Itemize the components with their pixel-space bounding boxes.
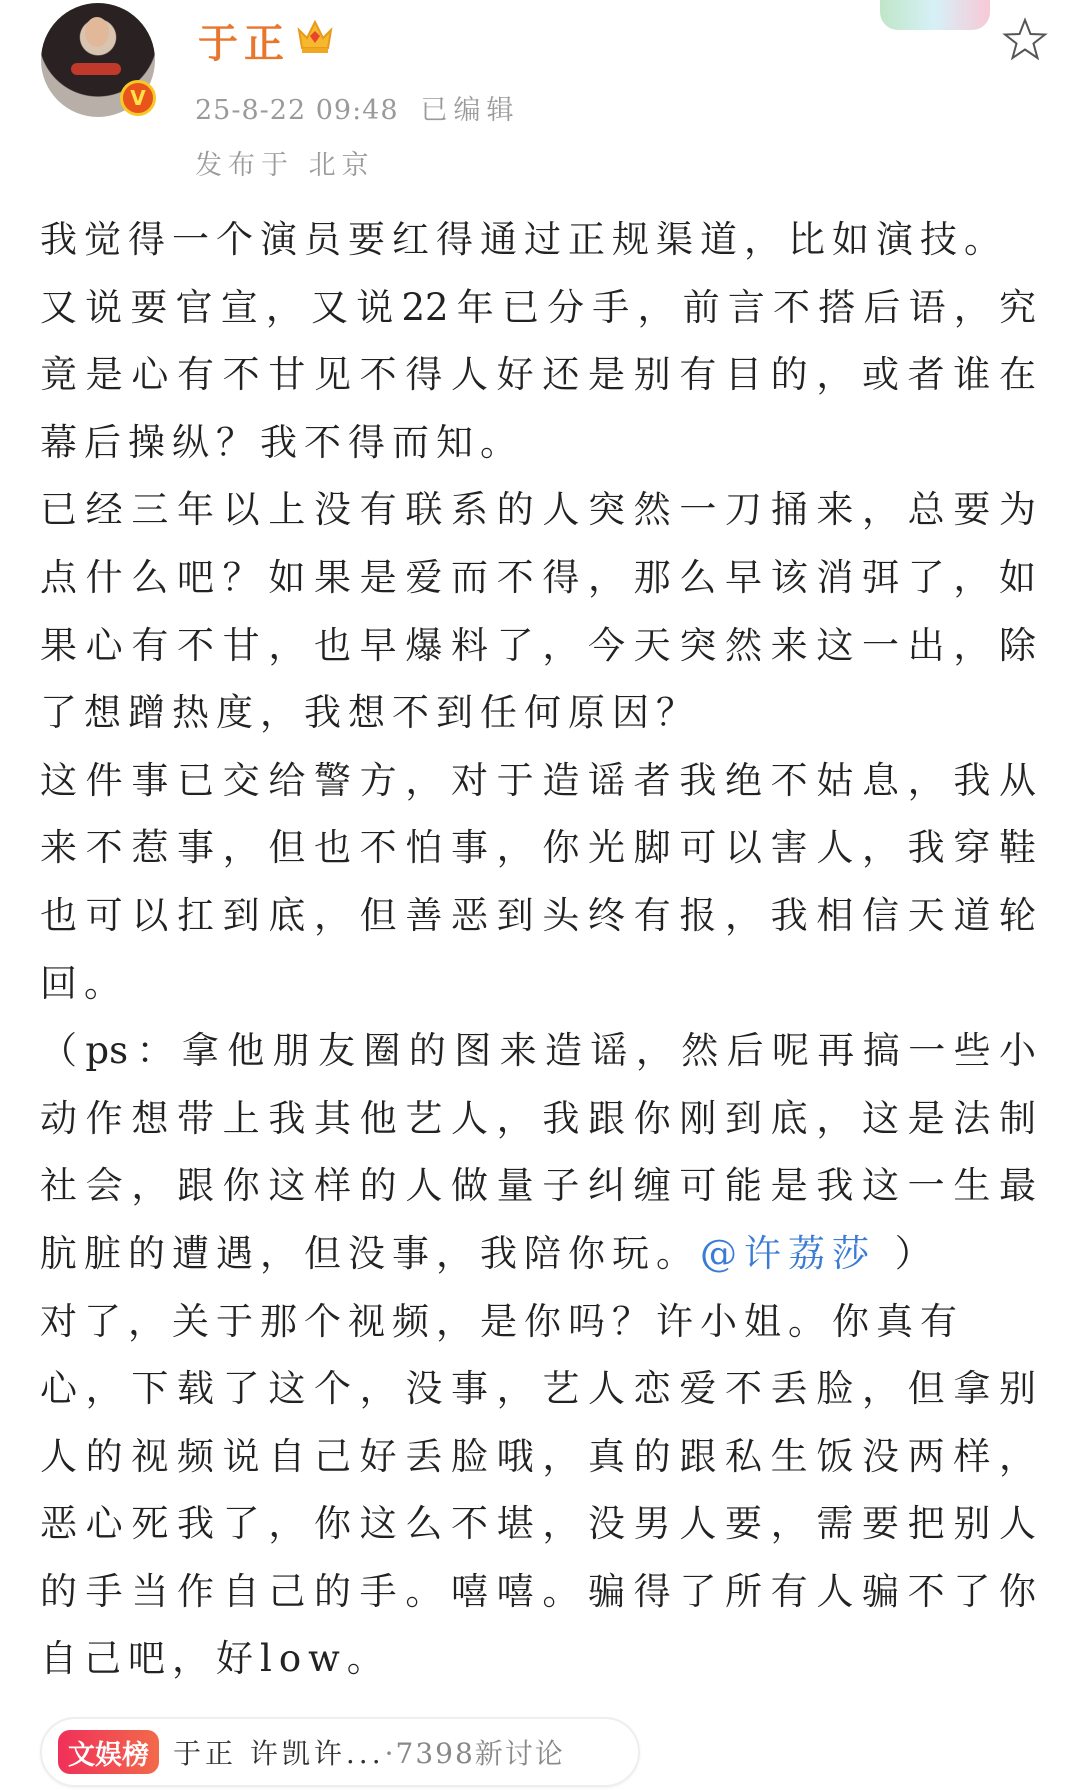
post-line [40, 347, 1036, 415]
star-icon[interactable] [1001, 16, 1049, 64]
timestamp: 25-8-22 09:48 [195, 95, 399, 126]
post-line [40, 212, 1036, 280]
post-line-text: 了想蹭热度，我想不到任何原因？ [40, 691, 700, 735]
post-line [40, 888, 1036, 956]
post-line-text: 幕后操纵？我不得而知。 [40, 420, 524, 464]
post-line [40, 550, 1036, 618]
post-line [40, 956, 1036, 1024]
post-line-text: 对了，关于那个视频，是你吗？许小姐。你真有 [40, 1299, 964, 1343]
post-line-text: 也可以扛到底，但善恶到头终有报，我相信天道轮 [40, 893, 1036, 937]
post-line-text: 已经三年以上没有联系的人突然一刀捅来，总要为 [40, 488, 1036, 532]
post-line-text: 的手当作自己的手。嘻嘻。骗得了所有人骗不了你 [40, 1569, 1036, 1613]
post-line [40, 1631, 1036, 1699]
post-line-text: 果心有不甘，也早爆料了，今天突然来这一出，除 [40, 623, 1036, 667]
post-line [40, 1158, 1036, 1226]
post-line-text: 回。 [40, 961, 128, 1005]
post-line [40, 280, 1036, 348]
post-line-text: 自己吧，好low。 [40, 1637, 391, 1681]
post-line [40, 482, 1036, 550]
post-line [40, 1226, 1036, 1294]
post-line [40, 618, 1036, 686]
post-meta [195, 88, 520, 127]
post-line [40, 753, 1036, 821]
post-line [40, 415, 1036, 483]
hot-topic-title: 于正 许凯许... [173, 1737, 385, 1770]
post-line-text: 又说要官宣，又说22年已分手，前言不搭后语，究 [40, 285, 1036, 329]
post-line [40, 1294, 1036, 1362]
edited-label: 已编辑 [420, 95, 520, 126]
post-line [40, 1496, 1036, 1564]
post-line-text: 来不惹事，但也不怕事，你光脚可以害人，我穿鞋 [40, 826, 1036, 870]
hot-topic-pill[interactable] [40, 1717, 640, 1787]
post-line [40, 1429, 1036, 1497]
post-line-text: 心，下载了这个，没事，艺人恋爱不丢脸，但拿别 [40, 1367, 1036, 1411]
post-line-text: 恶心死我了，你这么不堪，没男人要，需要把别人 [40, 1502, 1036, 1546]
sticker-decoration [880, 0, 990, 30]
mention-link[interactable]: @许荔莎 [700, 1231, 876, 1275]
post-line-text: 竟是心有不甘见不得人好还是别有目的，或者谁在 [40, 353, 1036, 397]
crown-icon [295, 16, 335, 56]
post-body [40, 212, 1036, 1699]
verified-badge-icon: V [120, 80, 156, 116]
post-line-text: 人的视频说自己好丢脸哦，真的跟私生饭没两样， [40, 1434, 1036, 1478]
hot-list-tag: 文娱榜 [58, 1730, 159, 1774]
post-line-text: 点什么吧？如果是爱而不得，那么早该消弭了，如 [40, 555, 1036, 599]
post-line-text: 我觉得一个演员要红得通过正规渠道，比如演技。 [40, 218, 1008, 261]
post-line-text: 社会，跟你这样的人做量子纠缠可能是我这一生最 [40, 1164, 1036, 1208]
post-line [40, 685, 1036, 753]
post-line-text: 这件事已交给警方，对于造谣者我绝不姑息，我从 [40, 758, 1036, 802]
discussion-count: ·7398新讨论 [384, 1737, 565, 1770]
post-line-text: （ps：拿他朋友圈的图来造谣，然后呢再搞一些小 [40, 1029, 1036, 1073]
author-name[interactable]: 于正 [198, 20, 290, 67]
mention-suffix: ） [876, 1231, 939, 1275]
post-line-text: 动作想带上我其他艺人，我跟你刚到底，这是法制 [40, 1096, 1036, 1140]
location: 发布于 北京 [195, 150, 375, 181]
post-line [40, 820, 1036, 888]
post-line-text: 肮脏的遭遇，但没事，我陪你玩。 [40, 1231, 700, 1275]
post-line [40, 1361, 1036, 1429]
post-line [40, 1091, 1036, 1159]
post-line [40, 1564, 1036, 1632]
post-line [40, 1023, 1036, 1091]
